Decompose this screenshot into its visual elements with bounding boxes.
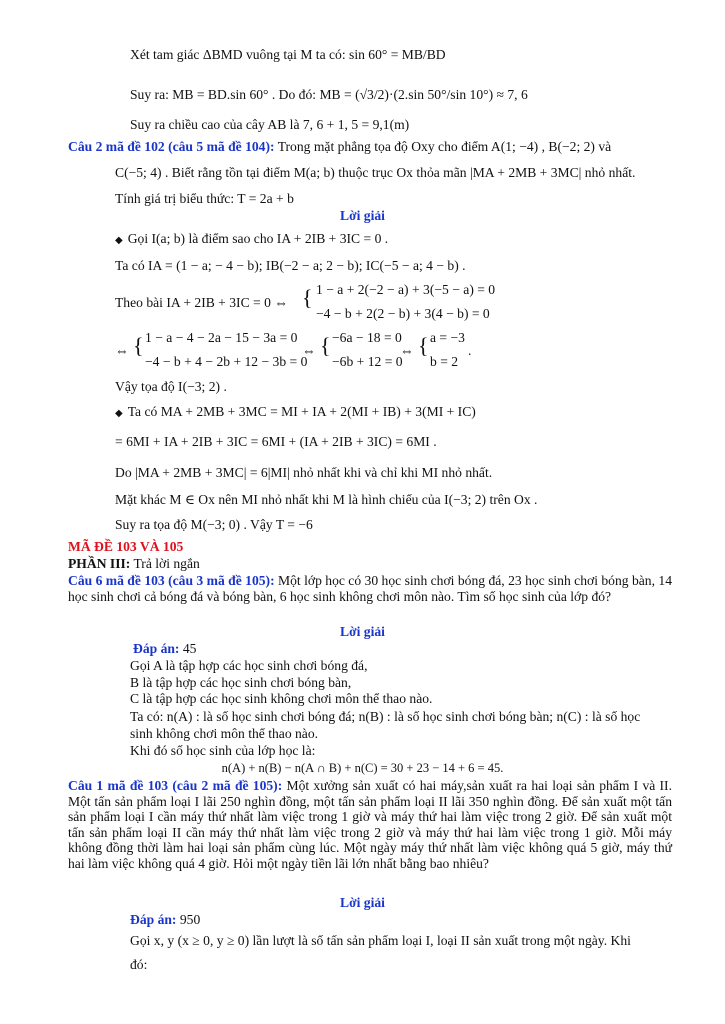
q1-b2: đó: (130, 957, 148, 972)
q2-sol-1 (115, 230, 388, 250)
q2-sol-7: = 6MI + IA + 2IB + 3IC = 6MI + (IA + 2IB + 3IC) = 6MI . (115, 434, 437, 449)
q6-a6: Khi đó số học sinh của lớp học là: (130, 743, 316, 758)
q2-sol-4a: 1 − a − 4 − 2a − 15 − 3a = 0 (145, 330, 298, 345)
q2-sol-9: Mặt khác M ∈ Ox nên MI nhỏ nhất khi M là hình chiếu của I(−3; 2) trên Ox . (115, 492, 538, 507)
q6-question (68, 573, 672, 604)
q1-answer-label: Đáp án: (130, 912, 177, 927)
q2-sol-4c: −6a − 18 = 0 (332, 330, 402, 345)
q2-sol-4e: a = −3 (430, 330, 465, 345)
q2-sol-10: Suy ra tọa độ M(−3; 0) . Vậy T = −6 (115, 517, 313, 532)
q2-sol-6 (115, 403, 476, 423)
q6-label: Câu 6 mã đề 103 (câu 3 mã đề 105): (68, 573, 275, 588)
q6-answer-label: Đáp án: (133, 641, 180, 656)
intro-line-3: Suy ra chiều cao của cây AB là 7, 6 + 1, 5 = 9,1(m) (130, 117, 410, 132)
q1-solution-title: Lời giải (340, 895, 385, 910)
intro-line-2: Suy ra: MB = BD.sin 60° . Do đó: MB = (√3/2)·(2.sin 50°/sin 10°) ≈ 7, 6 (130, 87, 528, 102)
q2-sol-5: Vậy tọa độ I(−3; 2) . (115, 379, 227, 394)
q6-answer (133, 640, 196, 658)
q2-sol-4b: −4 − b + 4 − 2b + 12 − 3b = 0 (145, 354, 308, 369)
q6-answer-value: 45 (179, 641, 197, 656)
q2-label: Câu 2 mã đề 102 (câu 5 mã đề 104): (68, 139, 275, 154)
q6-a2: B là tập hợp các học sinh chơi bóng bàn, (130, 675, 352, 690)
period-mark: . (468, 343, 472, 358)
equiv-icon: ⇔ (115, 343, 129, 358)
q6-a7: n(A) + n(B) − n(A ∩ B) + n(C) = 30 + 23 − 14 + 6 = 45. (221, 761, 504, 775)
section-part (68, 555, 200, 573)
q2-sol-1-text: Gọi I(a; b) là điểm sao cho IA + 2IB + 3IC = 0 . (127, 231, 389, 246)
section-part-text: Trả lời ngắn (130, 556, 200, 571)
q2-line-3: Tính giá trị biểu thức: T = 2a + b (115, 191, 294, 206)
brace-icon: { (418, 333, 429, 358)
q2-sol-2: Ta có IA = (1 − a; − 4 − b); IB(−2 − a; 2 − b); IC(−5 − a; 4 − b) . (115, 258, 466, 273)
section-title: MÃ ĐỀ 103 VÀ 105 (68, 539, 184, 554)
q1-answer (130, 911, 200, 929)
equiv-icon: ⇔ (302, 343, 316, 358)
q2-text-1: Trong mặt phẳng tọa độ Oxy cho điểm A(1; −4) , B(−2; 2) và (274, 139, 612, 154)
q2-sol-3a: Theo bài IA + 2IB + 3IC = 0 ⇔ (115, 295, 288, 310)
brace-icon: { (133, 333, 144, 358)
q2-sol-3c: −4 − b + 2(2 − b) + 3(4 − b) = 0 (316, 306, 490, 321)
intro-line-1: Xét tam giác ΔBMD vuông tại M ta có: sin 60° = MB/BD (130, 47, 446, 62)
q1-answer-value: 950 (176, 912, 201, 927)
q2-sol-3b: 1 − a + 2(−2 − a) + 3(−5 − a) = 0 (316, 282, 496, 297)
q6-a4: Ta có: n(A) : là số học sinh chơi bóng đá; n(B) : là số học sinh chơi bóng bàn; n(C) : là số học (130, 709, 641, 724)
q2-sol-4f: b = 2 (430, 354, 459, 369)
q6-a1: Gọi A là tập hợp các học sinh chơi bóng đá, (130, 658, 368, 673)
q1-text: Một xưởng sản xuất có hai máy,sản xuất ra hai loại sản phẩm I và II. Một tấn sản phẩm loại I lãi 250 nghìn đồng, một tấn sản phẩm loại II lãi 350 nghìn đồng. Để sản xuất một tấn sản phẩm loại I cần máy thứ nhất làm việc trong 1 giờ và máy thứ hai làm việc trong 2 giờ. Để sản xuất một tấn sản phẩm loại II cần máy thứ nhất làm việc trong 2 giờ và máy thứ hai làm việc trong 1 giờ. Mỗi máy không đồng thời làm hai loại sản phẩm cùng lúc. Một ngày máy thứ nhất làm việc không quá 5 giờ, máy thứ hai làm việc không quá 4 giờ. Hỏi một ngày tiền lãi lớn nhất bằng bao nhiêu? (68, 778, 672, 871)
q2-sol-6-text: Ta có MA + 2MB + 3MC = MI + IA + 2(MI + IB) + 3(MI + IC) (127, 404, 476, 419)
q1-question (68, 778, 672, 871)
q2-solution-title: Lời giải (340, 208, 385, 223)
q6-text: Một lớp học có 30 học sinh chơi bóng đá, 23 học sinh chơi bóng bàn, 14 học sinh chơi cả bóng đá và bóng bàn, 6 học sinh không chơi môn nào. Tìm số học sinh của lớp đó? (68, 573, 673, 604)
q2-sol-8: Do |MA + 2MB + 3MC| = 6|MI| nhỏ nhất khi và chỉ khi MI nhỏ nhất. (115, 465, 493, 480)
q6-a3: C là tập hợp các học sinh không chơi môn thể thao nào. (130, 691, 433, 706)
q1-b1: Gọi x, y (x ≥ 0, y ≥ 0) lần lượt là số tấn sản phẩm loại I, loại II sản xuất trong một ngày. Khi (130, 933, 631, 948)
q1-label: Câu 1 mã đề 103 (câu 2 mã đề 105): (68, 778, 283, 793)
q2-line-1 (68, 138, 611, 156)
brace-icon: { (320, 333, 331, 358)
section-part-label: PHẦN III: (68, 556, 131, 571)
q2-line-2: C(−5; 4) . Biết rằng tồn tại điểm M(a; b) thuộc trục Ox thỏa mãn |MA + 2MB + 3MC| nhỏ nhất. (115, 165, 636, 180)
q6-solution-title: Lời giải (340, 624, 385, 639)
q2-sol-4d: −6b + 12 = 0 (332, 354, 403, 369)
q6-a5: sinh không chơi môn thể thao nào. (130, 726, 319, 741)
equiv-icon: ⇔ (400, 343, 414, 358)
brace-icon: { (302, 285, 313, 310)
bullet-icon: ◆ (115, 408, 123, 419)
bullet-icon: ◆ (115, 235, 123, 246)
